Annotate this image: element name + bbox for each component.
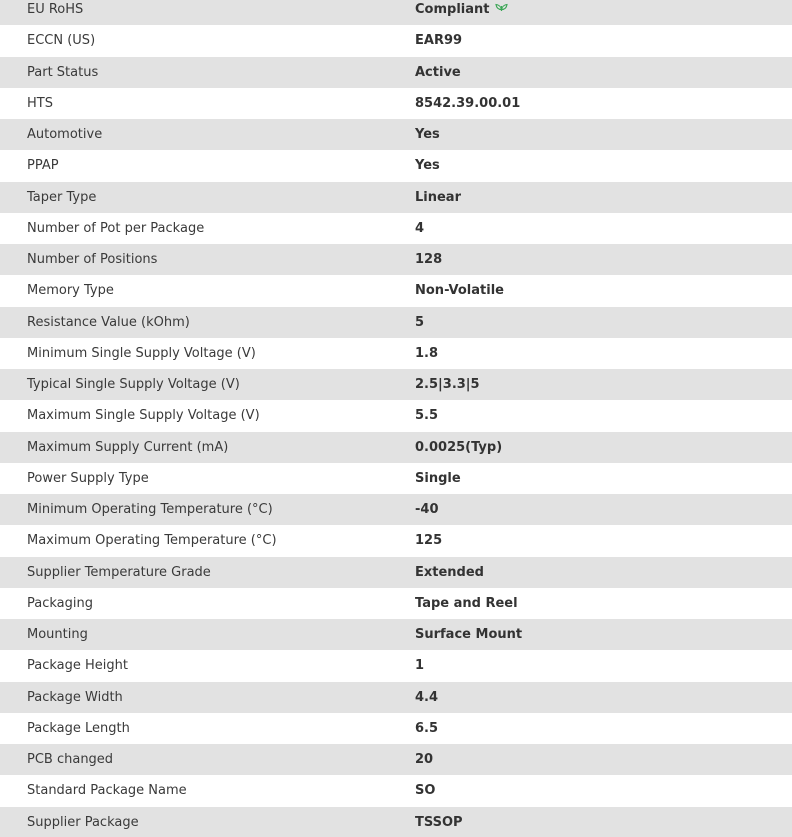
spec-value: TSSOP bbox=[415, 814, 463, 830]
spec-row-max-supply-current bbox=[0, 432, 792, 463]
spec-label: Number of Pot per Package bbox=[27, 220, 205, 236]
spec-row-resistance bbox=[0, 307, 792, 338]
spec-row-pcb-changed bbox=[0, 744, 792, 775]
spec-row-eccn bbox=[0, 25, 792, 56]
spec-row-eu-rohs bbox=[0, 0, 792, 25]
spec-label: Maximum Supply Current (mA) bbox=[27, 439, 229, 455]
spec-label: Power Supply Type bbox=[27, 470, 149, 486]
spec-row-supplier-package bbox=[0, 807, 792, 837]
spec-row-mounting bbox=[0, 619, 792, 650]
spec-value: Active bbox=[415, 64, 461, 80]
spec-value: Single bbox=[415, 470, 461, 486]
spec-label: Number of Positions bbox=[27, 252, 158, 268]
spec-row-pot-per-package bbox=[0, 213, 792, 244]
spec-value: EAR99 bbox=[415, 33, 463, 49]
spec-label: Taper Type bbox=[27, 189, 97, 205]
spec-value: Tape and Reel bbox=[415, 595, 518, 611]
spec-label: Package Width bbox=[27, 689, 123, 705]
spec-row-package-length bbox=[0, 713, 792, 744]
spec-row-temp-grade bbox=[0, 557, 792, 588]
spec-label: Package Length bbox=[27, 720, 130, 736]
spec-label: Package Height bbox=[27, 658, 128, 674]
spec-label: Supplier Temperature Grade bbox=[27, 564, 211, 580]
spec-label: Automotive bbox=[27, 127, 103, 143]
spec-row-packaging bbox=[0, 588, 792, 619]
spec-row-standard-package bbox=[0, 775, 792, 806]
spec-label: Mounting bbox=[27, 627, 88, 643]
spec-label: Maximum Operating Temperature (°C) bbox=[27, 533, 277, 549]
spec-row-power-supply-type bbox=[0, 463, 792, 494]
spec-value: 1 bbox=[415, 658, 425, 674]
spec-value: 125 bbox=[415, 533, 443, 549]
spec-label: Packaging bbox=[27, 595, 93, 611]
spec-label: Standard Package Name bbox=[27, 783, 187, 799]
spec-value: -40 bbox=[415, 502, 439, 518]
spec-row-taper-type bbox=[0, 182, 792, 213]
spec-row-memory-type bbox=[0, 275, 792, 306]
spec-row-automotive bbox=[0, 119, 792, 150]
spec-row-package-width bbox=[0, 682, 792, 713]
spec-label: EU RoHS bbox=[27, 2, 84, 18]
spec-value: 5.5 bbox=[415, 408, 439, 424]
spec-row-package-height bbox=[0, 650, 792, 681]
spec-label: HTS bbox=[27, 95, 53, 111]
spec-value: 4.4 bbox=[415, 689, 439, 705]
spec-label: Resistance Value (kOhm) bbox=[27, 314, 190, 330]
spec-row-max-operating-temp bbox=[0, 525, 792, 556]
spec-value: 8542.39.00.01 bbox=[415, 95, 521, 111]
spec-value: 6.5 bbox=[415, 720, 439, 736]
spec-value: Surface Mount bbox=[415, 627, 523, 643]
spec-label: Part Status bbox=[27, 64, 99, 80]
spec-row-min-operating-temp bbox=[0, 494, 792, 525]
spec-row-ppap bbox=[0, 150, 792, 181]
spec-value: Non-Volatile bbox=[415, 283, 504, 299]
spec-row-hts bbox=[0, 88, 792, 119]
spec-value: Linear bbox=[415, 189, 461, 205]
spec-value: Yes bbox=[415, 158, 440, 174]
spec-value: 20 bbox=[415, 752, 434, 768]
spec-label: Maximum Single Supply Voltage (V) bbox=[27, 408, 260, 424]
spec-value-text: Compliant bbox=[415, 2, 490, 18]
spec-value: 1.8 bbox=[415, 345, 439, 361]
spec-value: 128 bbox=[415, 252, 443, 268]
spec-value bbox=[415, 0, 792, 25]
spec-row-part-status bbox=[0, 57, 792, 88]
spec-label: ECCN (US) bbox=[27, 33, 96, 49]
spec-value: SO bbox=[415, 783, 436, 799]
spec-value: Extended bbox=[415, 564, 484, 580]
spec-value: 5 bbox=[415, 314, 425, 330]
spec-label: Typical Single Supply Voltage (V) bbox=[27, 377, 240, 393]
spec-label: PPAP bbox=[27, 158, 59, 174]
spec-row-min-supply-voltage bbox=[0, 338, 792, 369]
spec-label: Memory Type bbox=[27, 283, 114, 299]
spec-row-typ-supply-voltage bbox=[0, 369, 792, 400]
spec-row-positions bbox=[0, 244, 792, 275]
spec-value: Yes bbox=[415, 127, 440, 143]
spec-row-max-supply-voltage bbox=[0, 400, 792, 431]
spec-label: Minimum Operating Temperature (°C) bbox=[27, 502, 273, 518]
spec-label: Minimum Single Supply Voltage (V) bbox=[27, 345, 256, 361]
spec-value: 4 bbox=[415, 220, 425, 236]
spec-value: 2.5|3.3|5 bbox=[415, 377, 480, 393]
spec-label: Supplier Package bbox=[27, 814, 139, 830]
spec-label: PCB changed bbox=[27, 752, 114, 768]
leaf-icon bbox=[495, 0, 508, 24]
spec-value: 0.0025(Typ) bbox=[415, 439, 503, 455]
